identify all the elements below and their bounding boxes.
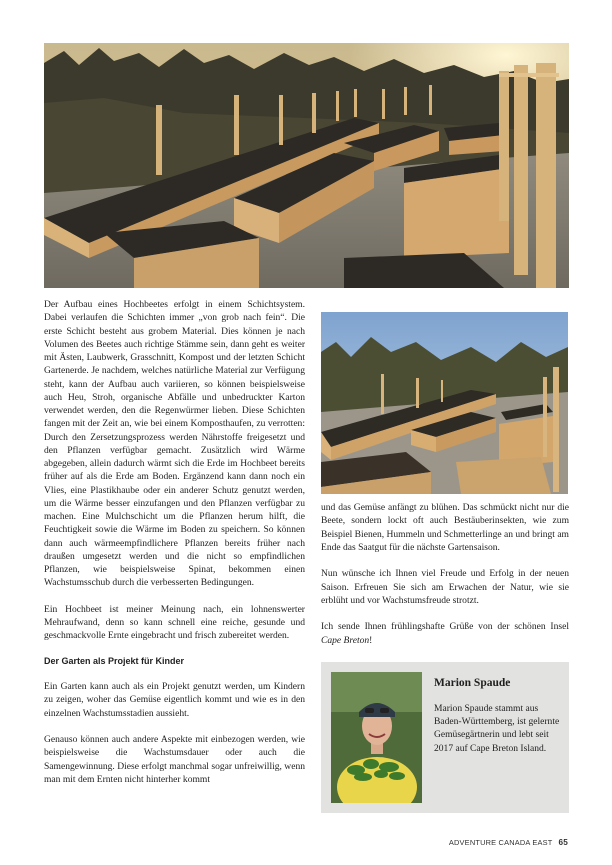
paragraph: Ein Hochbeet ist meiner Meinung nach, ein lohnenswerter Mehraufwand, denn so kann schnell eine reiche, gesunde und geschmackvolle Ernte eingebracht und frisch zubereitet werden. [44, 603, 305, 642]
section-subheading: Der Garten als Projekt für Kinder [44, 656, 185, 666]
author-bio-text: Marion Spaude stammt aus Baden-Württemberg, ist gelernte Gemüsegärtnerin und lebt seit 2017 auf Cape Breton Island. [434, 703, 560, 754]
left-text-column [44, 298, 305, 786]
page-footer [449, 838, 568, 847]
closing-paragraph [321, 620, 569, 647]
page-number: 65 [558, 838, 568, 847]
closing-punctuation: ! [369, 634, 373, 646]
raised-garden-beds-photo [44, 43, 569, 288]
place-name: Cape Breton [321, 634, 370, 646]
paragraph: Genauso können auch andere Aspekte mit einbezogen werden, wie beispielsweise die Wachstumsdauer oder auch die Samengewinnung. Diese erfolgt manchmal sogar unfreiwillig, wenn man mit dem Ernten nicht hinterher kommt [44, 734, 305, 785]
paragraph: Ein Garten kann auch als ein Projekt genutzt werden, um Kindern zu zeigen, woher das Gemüse eigentlich kommt und wie es in den einzelnen Wachstumsstadien aussieht. [44, 681, 305, 719]
magazine-name: ADVENTURE CANADA EAST [448, 838, 553, 847]
author-name: Marion Spaude [434, 677, 511, 689]
hero-photo [44, 43, 569, 288]
author-portrait-icon [331, 672, 422, 803]
paragraph: Der Aufbau eines Hochbeetes erfolgt in einem Schichtsystem. Dabei verlaufen die Schichten immer „von grob nach fein“. Die erste Schicht besteht aus grobem Material. Dies können je nach Volumen des Beetes auch richtige Stämme sein, dann geht es weiter mit Ästen, Laubwerk, Grasschnitt, Kompost und der letzten Schicht Gartenerde. Je nachdem, welches natürliche Material zur Verfügung steht, kann der Aufbau auch variieren, so können beispielsweise auch Heu, Stroh, organische Abfälle und unbedruckter Karton verwendet werden, den die Regenwürmer lieben. Diese Schichten fangen mit der Zeit an, wie bei einem Komposthaufen, zu verrotten: Durch den Zersetzungsprozess werden Nährstoffe freigesetzt und den Pflanzen verfügbar gemacht. Zusätzlich wird Wärme abgegeben, allein dadurch wärmt sich die Erde im Hochbeet bereits früher auf als die Erde am Boden. Ergänzend kann dann noch ein Vlies, eine Plastikhaube oder ein anderer Schutz genutzt werden, um die Wärme besser einzufangen und den Pflanzen verfügbar zu machen. Eine Mulchschicht um die Pflanzen herum hilft, die Feuchtigkeit sowie die Wärme im Boden zu speichern. So können dann auch wärmeempfindlichere Pflanzen bereits früher nach draußen umgesetzt werden und die nicht so empfindlichen Pflanzen, wie beispielsweise Spinat, bekommen einen Wachstumsschub durch die verbesserten Bedingungen. [44, 299, 305, 589]
author-bio-box [321, 662, 569, 813]
paragraph: Nun wünsche ich Ihnen viel Freude und Erfolg in der neuen Saison. Erfreuen Sie sich am Erwachen der Natur, wie sie erblüht und vor Wachstumsfreude strotzt. [321, 568, 569, 606]
paragraph: und das Gemüse anfängt zu blühen. Das schmückt nicht nur die Beete, sondern lockt oft auch Bestäuberinsekten, wie zum Beispiel Bienen, Hummeln und Schmetterlinge an und bringt am Ende das Saatgut für die nächste Gartensaison. [321, 502, 569, 553]
right-text-column [321, 501, 569, 647]
closing-text: Ich sende Ihnen frühlingshafte Grüße von der schönen Insel [321, 621, 569, 633]
raised-beds-photo-icon [321, 312, 568, 494]
garden-beds-daylight-photo [321, 312, 568, 494]
author-photo [331, 672, 422, 803]
